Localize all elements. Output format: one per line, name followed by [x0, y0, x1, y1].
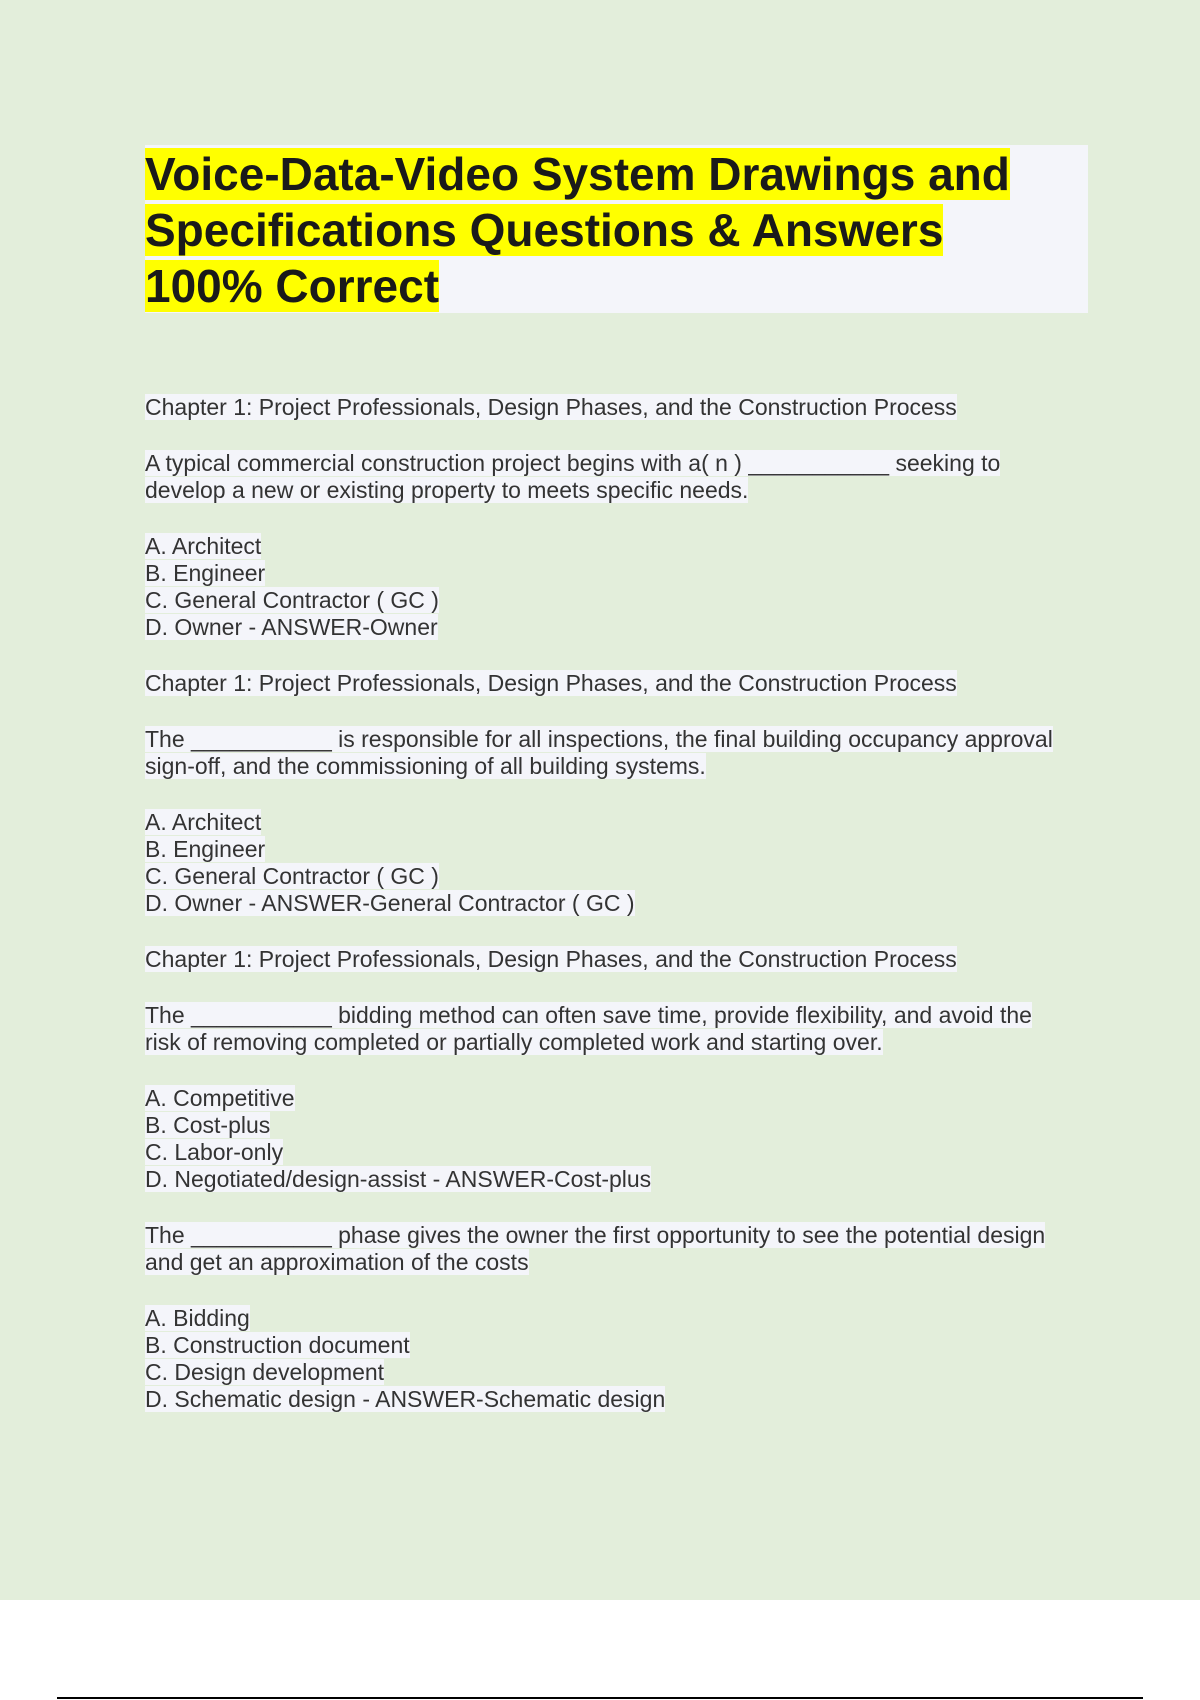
chapter-heading: Chapter 1: Project Professionals, Design Phases, and the Construction Process	[145, 394, 957, 420]
question-block-2	[145, 670, 1095, 917]
question-stem	[145, 450, 1095, 504]
question-block-4	[145, 1222, 1095, 1413]
chapter-heading: Chapter 1: Project Professionals, Design Phases, and the Construction Process	[145, 670, 957, 696]
option-c: C. Labor-only	[145, 1139, 284, 1165]
option-b: B. Engineer	[145, 836, 266, 862]
question-stem	[145, 1222, 1095, 1276]
title-line-3: 100% Correct	[145, 260, 440, 312]
option-b: B. Engineer	[145, 560, 266, 586]
answer-options	[145, 533, 1095, 641]
question-stem-line-2: and get an approximation of the costs	[145, 1249, 529, 1275]
option-a: A. Competitive	[145, 1085, 295, 1111]
option-d-with-answer: D. Owner - ANSWER-General Contractor ( GC )	[145, 890, 635, 916]
option-a: A. Architect	[145, 533, 262, 559]
answer-options	[145, 1085, 1095, 1193]
question-stem-line-2: risk of removing completed or partially completed work and starting over.	[145, 1029, 883, 1055]
option-d-with-answer: D. Owner - ANSWER-Owner	[145, 614, 438, 640]
option-d-with-answer: D. Negotiated/design-assist - ANSWER-Cost-plus	[145, 1166, 652, 1192]
footer-divider	[57, 1697, 1143, 1699]
option-a: A. Bidding	[145, 1305, 250, 1331]
chapter-heading: Chapter 1: Project Professionals, Design Phases, and the Construction Process	[145, 946, 957, 972]
title-line-2: Specifications Questions & Answers	[145, 204, 944, 256]
question-stem-line-1: The ___________ is responsible for all inspections, the final building occupancy approval	[145, 726, 1053, 752]
question-stem-line-1: The ___________ phase gives the owner the first opportunity to see the potential design	[145, 1222, 1046, 1248]
document-title	[145, 146, 1075, 314]
question-stem	[145, 1002, 1095, 1056]
question-stem-line-2: sign-off, and the commissioning of all building systems.	[145, 753, 706, 779]
question-block-3	[145, 946, 1095, 1193]
option-c: C. Design development	[145, 1359, 385, 1385]
question-stem-line-2: develop a new or existing property to meets specific needs.	[145, 477, 749, 503]
question-stem-line-1: A typical commercial construction project begins with a( n ) ___________ seeking to	[145, 450, 1001, 476]
option-c: C. General Contractor ( GC )	[145, 863, 439, 889]
question-stem-line-1: The ___________ bidding method can often save time, provide flexibility, and avoid the	[145, 1002, 1032, 1028]
answer-options	[145, 809, 1095, 917]
question-stem	[145, 726, 1095, 780]
title-line-1: Voice-Data-Video System Drawings and	[145, 148, 1010, 200]
option-b: B. Cost-plus	[145, 1112, 271, 1138]
option-b: B. Construction document	[145, 1332, 410, 1358]
question-block-1	[145, 394, 1095, 641]
questions-content	[145, 394, 1095, 1413]
option-c: C. General Contractor ( GC )	[145, 587, 439, 613]
option-a: A. Architect	[145, 809, 262, 835]
answer-options	[145, 1305, 1095, 1413]
option-d-with-answer: D. Schematic design - ANSWER-Schematic design	[145, 1386, 666, 1412]
